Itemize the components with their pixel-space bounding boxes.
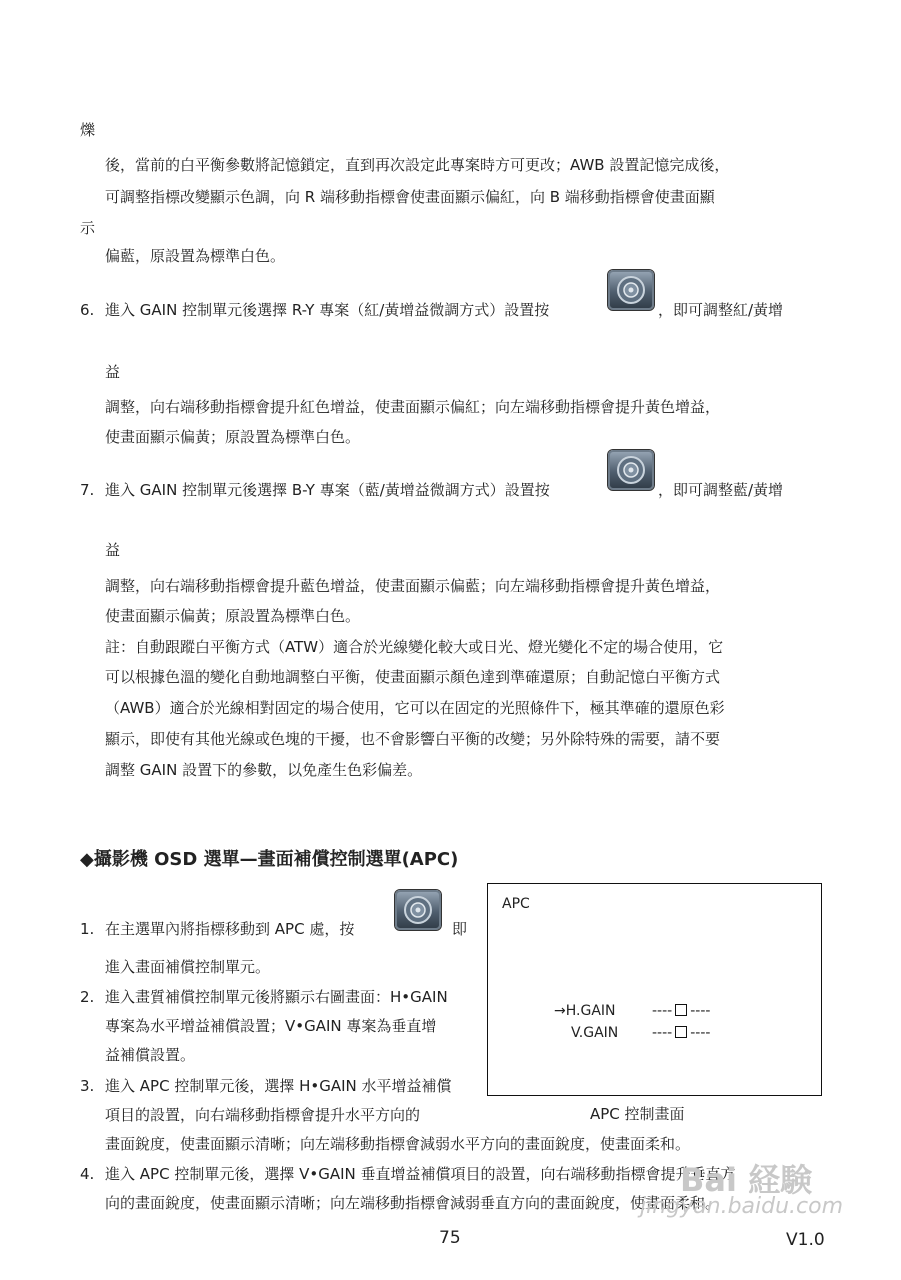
apc-osd-screen [487,883,822,1096]
note-line: 註：自動跟蹤白平衡方式（ATW）適合於光線變化較大或日光、燈光變化不定的場合使用，它 [105,638,724,656]
paragraph-line: 向的畫面銳度，使畫面顯示清晰；向左端移動指標會減弱垂直方向的畫面銳度，使畫面柔和。 [105,1194,721,1212]
osd-h-gain-label: H.GAIN [565,1003,616,1019]
text-fragment: 益 [105,541,121,559]
paragraph-line: 使畫面顯示偏黃；原設置為標準白色。 [105,607,361,625]
osd-v-gain-value: ---- ---- [652,1025,711,1041]
list-item-text: 進入畫質補償控制單元後將顯示右圖畫面：H•GAIN [105,988,448,1006]
paragraph-line: 後，當前的白平衡參數將記憶鎖定，直到再次設定此專案時方可更改；AWB 設置記憶完成後， [105,156,730,174]
paragraph-line: 進入畫面補償控制單元。 [105,958,271,976]
paragraph-line: 專案為水平增益補償設置；V•GAIN 專案為垂直增 [105,1017,437,1035]
text-fragment: 爍 [80,121,96,139]
section-heading [80,848,458,872]
list-item-text: ，即可調整藍/黃增 [658,481,784,499]
note-line: （AWB）適合於光線相對固定的場合使用，它可以在固定的光照條件下，極其準確的還原色彩 [105,699,725,717]
paragraph-line: 項目的設置，向右端移動指標會提升水平方向的 [105,1106,421,1124]
paragraph-line: 調整，向右端移動指標會提升藍色增益，使畫面顯示偏藍；向左端移動指標會提升黃色增益， [105,577,721,595]
list-number: 7. [80,481,95,499]
list-number: 3. [80,1077,95,1095]
note-line: 調整 GAIN 設置下的參數，以免產生色彩偏差。 [105,761,423,779]
section-title: 攝影機 OSD 選單—畫面補償控制選單(APC) [93,849,459,870]
paragraph-line: 使畫面顯示偏黃；原設置為標準白色。 [105,428,361,446]
osd-title: APC [502,896,530,912]
page-number: 75 [439,1228,461,1248]
text-fragment: 示 [80,219,96,237]
text-fragment: 益 [105,363,121,381]
list-item-text: 進入 APC 控制單元後，選擇 V•GAIN 垂直增益補償項目的設置，向右端移動指標會提升垂直方 [105,1165,736,1183]
figure-caption: APC 控制畫面 [590,1105,685,1123]
list-item-text: 進入 GAIN 控制單元後選擇 R-Y 專案（紅/黃增益微調方式）設置按 [105,301,550,319]
osd-row-h-gain [554,1002,616,1020]
list-item-text: 在主選單內將指標移動到 APC 處，按 [105,920,355,938]
list-item-text: 進入 APC 控制單元後，選擇 H•GAIN 水平增益補償 [105,1077,452,1095]
list-number: 6. [80,301,95,319]
osd-v-gain-label: V.GAIN [571,1025,619,1041]
watermark-url: jingyan.baidu.com [640,1194,844,1219]
note-line: 顯示，即使有其他光線或色塊的干擾，也不會影響白平衡的改變；另外除特殊的需要，請不要 [105,730,721,748]
note-line: 可以根據色溫的變化自動地調整白平衡，使畫面顯示顏色達到準確還原；自動記憶白平衡方式 [105,668,721,686]
arrow-right-icon: → [554,1003,566,1019]
joystick-button-icon [608,270,654,310]
paragraph-line: 調整，向右端移動指標會提升紅色增益，使畫面顯示偏紅；向左端移動指標會提升黃色增益， [105,398,721,416]
diamond-bullet-icon: ◆ [80,849,94,870]
version-label: V1.0 [786,1230,825,1250]
list-number: 1. [80,920,95,938]
list-number: 2. [80,988,95,1006]
paragraph-line: 益補償設置。 [105,1046,196,1064]
checkbox-square-icon [675,1004,687,1016]
list-item-text: 即 [452,920,468,938]
list-number: 4. [80,1165,95,1183]
joystick-button-icon [395,890,441,930]
list-item-text: ，即可調整紅/黃增 [658,301,784,319]
paragraph-line: 可調整指標改變顯示色調，向 R 端移動指標會使畫面顯示偏紅，向 B 端移動指標會使畫面顯 [105,188,715,206]
paragraph-line: 偏藍，原設置為標準白色。 [105,247,286,265]
joystick-button-icon [608,450,654,490]
checkbox-square-icon [675,1026,687,1038]
list-item-text: 進入 GAIN 控制單元後選擇 B-Y 專案（藍/黃增益微調方式）設置按 [105,481,550,499]
osd-h-gain-value: ---- ---- [652,1003,711,1019]
watermark-logo: Bai 経験 [680,1161,813,1199]
paragraph-line: 畫面銳度，使畫面顯示清晰；向左端移動指標會減弱水平方向的畫面銳度，使畫面柔和。 [105,1135,691,1153]
